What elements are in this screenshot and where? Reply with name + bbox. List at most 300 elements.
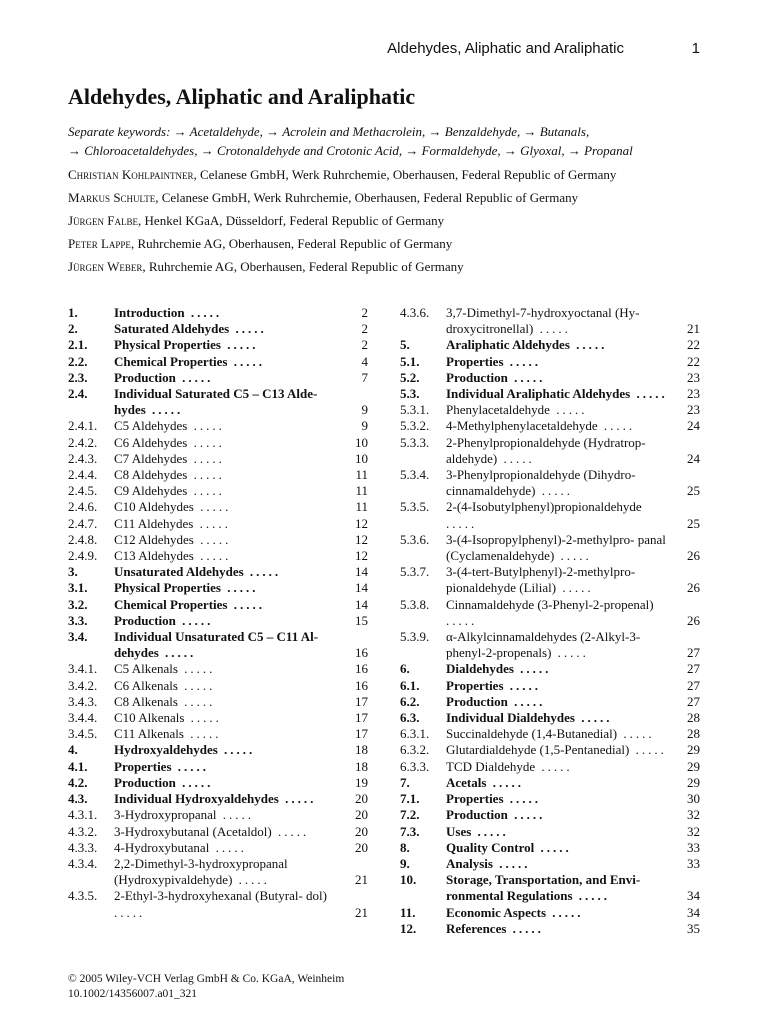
author-affiliation: , Celanese GmbH, Werk Ruhrchemie, Oberhausen, Federal Republic of Germany xyxy=(155,190,579,205)
leader-dots: ..... xyxy=(177,677,216,693)
toc-entry[interactable] xyxy=(68,613,368,629)
toc-entry[interactable] xyxy=(400,710,700,726)
toc-entry-title: C11 Aldehydes xyxy=(114,515,194,531)
toc-entry-page: 26 xyxy=(687,548,700,564)
toc-entry[interactable] xyxy=(400,742,700,758)
toc-entry-number: 2.4.8. xyxy=(68,531,98,547)
toc-entry-number: 4.3. xyxy=(68,791,88,807)
toc-entry-title: Properties xyxy=(446,353,504,369)
toc-entry-title: α-Alkylcinnamaldehydes (2-Alkyl-3- phenyl-2-propenals) xyxy=(446,629,641,661)
toc-entry[interactable] xyxy=(68,888,368,920)
toc-entry-page: 2 xyxy=(361,305,368,320)
toc-entry[interactable] xyxy=(68,386,368,418)
toc-entry-number: 3.2. xyxy=(68,596,88,612)
leader-dots: ..... xyxy=(554,548,592,564)
toc-entry-page: 16 xyxy=(355,661,368,677)
toc-entry-title: C6 Aldehydes xyxy=(114,434,188,450)
toc-entry-title: Individual Hydroxyaldehydes xyxy=(114,791,279,807)
toc-entry[interactable] xyxy=(68,759,368,775)
author-name: Markus Schulte xyxy=(68,190,156,205)
toc-entry-page: 11 xyxy=(355,467,368,483)
toc-entry[interactable] xyxy=(400,532,700,564)
toc-entry-number: 2.4.1. xyxy=(68,418,98,434)
toc-entry-page: 17 xyxy=(355,710,368,726)
toc-entry-number: 7.3. xyxy=(400,823,420,839)
toc-entry-page: 7 xyxy=(361,369,368,385)
leader-dots: ..... xyxy=(243,564,282,580)
toc-entry-number: 7.2. xyxy=(400,807,420,823)
toc-entry-title: C12 Aldehydes xyxy=(114,531,194,547)
table-of-contents-right xyxy=(400,305,700,937)
leader-dots: ..... xyxy=(617,726,655,742)
toc-entry-title: C13 Aldehydes xyxy=(114,548,194,564)
toc-entry[interactable] xyxy=(68,418,368,434)
toc-entry[interactable] xyxy=(68,370,368,386)
toc-entry-number: 2.3. xyxy=(68,369,88,385)
toc-entry[interactable] xyxy=(68,775,368,791)
keywords-line-1: Separate keywords: → Acetaldehyde, → Acrolein and Methacrolein, → Benzaldehyde, → Butanals, xyxy=(68,124,590,139)
toc-entry-title: Production xyxy=(114,612,176,628)
leader-dots: ..... xyxy=(503,353,542,369)
toc-entry-number: 5.2. xyxy=(400,369,420,385)
toc-entry-page: 11 xyxy=(355,499,368,515)
toc-entry[interactable] xyxy=(400,856,700,872)
toc-entry-title: Production xyxy=(446,807,508,823)
toc-entry[interactable] xyxy=(68,305,368,321)
leader-dots: ..... xyxy=(507,807,546,823)
toc-entry-page: 34 xyxy=(687,888,700,904)
toc-entry-title: 3-Phenylpropionaldehyde (Dihydro- cinnamaldehyde) xyxy=(446,467,636,499)
leader-dots: ..... xyxy=(187,450,225,466)
toc-entry-title: Properties xyxy=(446,677,504,693)
toc-entry-number: 2.4.2. xyxy=(68,434,98,450)
toc-entry-page: 25 xyxy=(687,515,700,531)
separate-keywords xyxy=(68,122,708,160)
toc-entry-page: 27 xyxy=(687,645,700,661)
toc-entry-title: C7 Aldehydes xyxy=(114,450,188,466)
toc-entry[interactable] xyxy=(68,661,368,677)
toc-entry[interactable] xyxy=(400,418,700,434)
leader-dots: ..... xyxy=(492,855,531,871)
author-3 xyxy=(68,211,708,234)
toc-entry-page: 12 xyxy=(355,531,368,547)
toc-entry-title: Uses xyxy=(446,823,472,839)
leader-dots: ..... xyxy=(549,402,588,418)
toc-entry[interactable] xyxy=(68,807,368,823)
leader-dots: ..... xyxy=(177,661,216,677)
toc-entry[interactable] xyxy=(68,710,368,726)
footer xyxy=(68,972,344,1002)
running-header-title: Aldehydes, Aliphatic and Araliphatic xyxy=(387,40,624,57)
toc-entry-number: 2.1. xyxy=(68,337,88,353)
toc-entry-number: 5.3.7. xyxy=(400,564,430,580)
toc-entry-page: 14 xyxy=(355,596,368,612)
toc-entry[interactable] xyxy=(68,678,368,694)
toc-entry-title: 2-Phenylpropionaldehyde (Hydratrop- aldehyde) xyxy=(446,434,646,466)
toc-entry-number: 2.4.4. xyxy=(68,467,98,483)
toc-entry-number: 2.4. xyxy=(68,386,88,402)
toc-entry-title: Unsaturated Aldehydes xyxy=(114,564,244,580)
toc-entry-title: Cinnamaldehyde (3-Phenyl-2-propenal) xyxy=(446,596,654,612)
page-number: 1 xyxy=(691,40,700,57)
leader-dots: ..... xyxy=(574,710,613,726)
leader-dots: ..... xyxy=(446,612,478,628)
toc-entry-number: 2.4.6. xyxy=(68,499,98,515)
leader-dots: ..... xyxy=(221,337,259,353)
toc-entry-number: 2.4.3. xyxy=(68,450,98,466)
leader-dots: ..... xyxy=(534,839,572,855)
toc-entry-page: 32 xyxy=(687,807,700,823)
toc-entry-page: 25 xyxy=(687,483,700,499)
leader-dots: ..... xyxy=(503,791,542,807)
toc-entry-title: Acetals xyxy=(446,774,487,790)
toc-entry[interactable] xyxy=(68,467,368,483)
leader-dots: ..... xyxy=(630,386,668,402)
toc-entry[interactable] xyxy=(400,872,700,904)
toc-entry-number: 6. xyxy=(400,661,410,677)
toc-entry[interactable] xyxy=(68,580,368,596)
toc-entry-title: Dialdehydes xyxy=(446,661,514,677)
author-5 xyxy=(68,257,708,280)
toc-entry-page: 9 xyxy=(361,418,368,434)
toc-entry-number: 8. xyxy=(400,839,410,855)
toc-entry-page: 17 xyxy=(355,693,368,709)
author-affiliation: , Henkel KGaA, Düsseldorf, Federal Republic of Germany xyxy=(138,213,445,228)
leader-dots: ..... xyxy=(535,483,574,499)
toc-entry[interactable] xyxy=(400,337,700,353)
toc-entry[interactable] xyxy=(400,661,700,677)
toc-entry-page: 2 xyxy=(361,337,368,353)
toc-entry[interactable] xyxy=(68,824,368,840)
toc-entry[interactable] xyxy=(68,597,368,613)
toc-entry-page: 29 xyxy=(687,758,700,774)
toc-entry[interactable] xyxy=(68,856,368,888)
toc-entry[interactable] xyxy=(400,597,700,629)
toc-entry[interactable] xyxy=(400,435,700,467)
toc-entry-number: 7.1. xyxy=(400,791,420,807)
leader-dots: ..... xyxy=(629,742,667,758)
doi: 10.1002/14356007.a01_321 xyxy=(68,988,198,1000)
toc-entry-number: 3.1. xyxy=(68,580,88,596)
toc-entry-number: 4.3.2. xyxy=(68,823,98,839)
toc-entry-number: 5.3. xyxy=(400,386,420,402)
toc-entry-number: 5.3.8. xyxy=(400,596,430,612)
leader-dots: ..... xyxy=(471,823,509,839)
toc-entry-title: Succinaldehyde (1,4-Butanedial) xyxy=(446,726,618,742)
toc-entry-number: 2.4.9. xyxy=(68,548,98,564)
toc-entry-number: 4.1. xyxy=(68,758,88,774)
toc-entry[interactable] xyxy=(400,807,700,823)
toc-entry-number: 5.3.5. xyxy=(400,499,430,515)
toc-entry-number: 2.4.7. xyxy=(68,515,98,531)
leader-dots: ..... xyxy=(187,467,225,483)
toc-entry[interactable] xyxy=(400,499,700,531)
leader-dots: ..... xyxy=(187,418,225,434)
author-name: Jürgen Weber xyxy=(68,259,143,274)
toc-entry[interactable] xyxy=(400,386,700,402)
toc-entry-number: 3.4.3. xyxy=(68,693,98,709)
toc-entry-title: Chemical Properties xyxy=(114,353,228,369)
toc-entry[interactable] xyxy=(400,921,700,937)
toc-entry-number: 4.3.3. xyxy=(68,839,98,855)
leader-dots: ..... xyxy=(229,321,267,337)
toc-entry-title: Analysis xyxy=(446,855,493,871)
author-name: Jürgen Falbe xyxy=(68,213,139,228)
leader-dots: ..... xyxy=(507,693,546,709)
toc-entry-number: 9. xyxy=(400,855,410,871)
author-name: Christian Kohlpaintner xyxy=(68,167,194,182)
toc-entry[interactable] xyxy=(68,435,368,451)
toc-entry-number: 5.3.6. xyxy=(400,531,430,547)
author-affiliation: , Celanese GmbH, Werk Ruhrchemie, Oberhausen, Federal Republic of Germany xyxy=(193,167,617,182)
toc-entry-number: 4.3.1. xyxy=(68,807,98,823)
toc-entry-title: 2,2-Dimethyl-3-hydroxypropanal (Hydroxypivaldehyde) xyxy=(114,855,288,888)
leader-dots: ..... xyxy=(145,402,184,418)
toc-entry-number: 6.1. xyxy=(400,677,420,693)
toc-entry[interactable] xyxy=(68,499,368,515)
toc-entry-title: 2-Ethyl-3-hydroxyhexanal (Butyral- dol) xyxy=(114,888,327,904)
toc-entry-title: Properties xyxy=(446,791,504,807)
toc-entry[interactable] xyxy=(68,532,368,548)
toc-entry-page: 11 xyxy=(355,483,368,499)
toc-entry-number: 6.3.1. xyxy=(400,726,430,742)
toc-entry-page: 33 xyxy=(687,839,700,855)
leader-dots: ..... xyxy=(187,483,225,499)
table-of-contents-left xyxy=(68,305,368,921)
toc-entry-title: Physical Properties xyxy=(114,337,221,353)
toc-entry[interactable] xyxy=(400,678,700,694)
toc-entry[interactable] xyxy=(400,905,700,921)
toc-entry-page: 4 xyxy=(361,353,368,369)
toc-entry-number: 5.3.2. xyxy=(400,418,430,434)
author-4 xyxy=(68,234,708,257)
toc-entry-number: 6.3.3. xyxy=(400,758,430,774)
toc-entry-title: 3-(4-Isopropylphenyl)-2-methylpro- panal (Cyclamenaldehyde) xyxy=(446,531,666,564)
toc-entry-number: 10. xyxy=(400,872,417,888)
toc-entry[interactable] xyxy=(68,791,368,807)
toc-entry-number: 5. xyxy=(400,337,410,353)
leader-dots: ..... xyxy=(271,823,310,839)
toc-entry-title: 3,7-Dimethyl-7-hydroxyoctanal (Hy- droxycitronellal) xyxy=(446,305,640,337)
toc-entry-page: 34 xyxy=(687,904,700,920)
toc-entry[interactable] xyxy=(400,402,700,418)
leader-dots: ..... xyxy=(232,872,270,888)
toc-entry-title: Hydroxyaldehydes xyxy=(114,742,218,758)
toc-entry-page: 29 xyxy=(687,774,700,790)
toc-entry[interactable] xyxy=(68,694,368,710)
leader-dots: ..... xyxy=(193,515,231,531)
toc-entry[interactable] xyxy=(400,824,700,840)
toc-entry-page: 26 xyxy=(687,612,700,628)
leader-dots: ..... xyxy=(158,645,197,661)
toc-entry-page: 23 xyxy=(687,369,700,385)
toc-entry-number: 3.4.5. xyxy=(68,726,98,742)
leader-dots: ..... xyxy=(193,531,232,547)
toc-entry[interactable] xyxy=(68,483,368,499)
toc-entry[interactable] xyxy=(68,726,368,742)
toc-entry-number: 2.4.5. xyxy=(68,483,98,499)
toc-entry-title: Saturated Aldehydes xyxy=(114,321,230,337)
keywords-line-2: → Chloroacetaldehydes, → Crotonaldehyde and Crotonic Acid, → Formaldehyde, → Glyoxal, → Propanal xyxy=(68,143,633,158)
leader-dots: ..... xyxy=(497,450,535,466)
toc-entry-title: Araliphatic Aldehydes xyxy=(446,337,570,353)
leader-dots: ..... xyxy=(175,369,214,385)
author-affiliation: , Ruhrchemie AG, Oberhausen, Federal Republic of Germany xyxy=(142,259,464,274)
toc-entry-page: 9 xyxy=(361,402,368,418)
leader-dots: ..... xyxy=(535,758,573,774)
toc-entry[interactable] xyxy=(400,775,700,791)
toc-entry-title: Production xyxy=(446,693,508,709)
leader-dots: ..... xyxy=(597,418,636,434)
toc-entry-page: 28 xyxy=(687,710,700,726)
toc-entry[interactable] xyxy=(400,370,700,386)
toc-entry-page: 15 xyxy=(355,612,368,628)
toc-entry-title: C6 Alkenals xyxy=(114,677,178,693)
author-affiliation: , Ruhrchemie AG, Oberhausen, Federal Republic of Germany xyxy=(130,236,453,251)
leader-dots: ..... xyxy=(193,499,232,515)
toc-entry-number: 5.3.4. xyxy=(400,467,430,483)
toc-entry-page: 2 xyxy=(361,321,368,337)
toc-entry[interactable] xyxy=(400,840,700,856)
toc-entry-number: 3.4.4. xyxy=(68,710,98,726)
toc-entry-number: 3.3. xyxy=(68,612,88,628)
toc-entry-number: 4.2. xyxy=(68,774,88,790)
toc-entry-title: Individual Saturated C5 – C13 Alde- hydes xyxy=(114,386,318,418)
toc-entry[interactable] xyxy=(400,305,700,337)
toc-entry-page: 19 xyxy=(355,774,368,790)
toc-entry-page: 18 xyxy=(355,758,368,774)
toc-entry-page: 14 xyxy=(355,580,368,596)
toc-entry-page: 17 xyxy=(355,726,368,742)
toc-entry-page: 22 xyxy=(687,353,700,369)
leader-dots: ..... xyxy=(193,548,232,564)
copyright-notice: © 2005 Wiley-VCH Verlag GmbH & Co. KGaA, Weinheim xyxy=(68,973,345,985)
toc-entry[interactable] xyxy=(400,759,700,775)
toc-entry-number: 3.4.1. xyxy=(68,661,98,677)
leader-dots: ..... xyxy=(227,596,265,612)
leader-dots: ..... xyxy=(551,645,589,661)
leader-dots: ..... xyxy=(507,369,546,385)
toc-entry-page: 24 xyxy=(687,450,700,466)
toc-entry-title: Storage, Transportation, and Envi- ronmental Regulations xyxy=(446,872,641,904)
toc-entry-number: 4.3.6. xyxy=(400,305,430,320)
toc-entry-page: 14 xyxy=(355,564,368,580)
toc-entry-page: 16 xyxy=(355,645,368,661)
toc-entry[interactable] xyxy=(68,337,368,353)
leader-dots: ..... xyxy=(533,321,571,337)
toc-entry-title: Chemical Properties xyxy=(114,596,228,612)
toc-entry-title: Individual Dialdehydes xyxy=(446,710,575,726)
toc-entry[interactable] xyxy=(68,321,368,337)
leader-dots: ..... xyxy=(227,353,265,369)
toc-entry-page: 12 xyxy=(355,548,368,564)
toc-entry-title: TCD Dialdehyde xyxy=(446,758,536,774)
toc-entry[interactable] xyxy=(68,629,368,661)
toc-entry[interactable] xyxy=(68,564,368,580)
leader-dots: ..... xyxy=(114,904,146,920)
toc-entry-page: 32 xyxy=(687,823,700,839)
toc-entry-number: 2.2. xyxy=(68,353,88,369)
toc-entry-title: Individual Unsaturated C5 – C11 Al- dehydes xyxy=(114,629,319,661)
toc-entry[interactable] xyxy=(68,840,368,856)
toc-entry[interactable] xyxy=(400,694,700,710)
toc-entry[interactable] xyxy=(400,467,700,499)
toc-entry-page: 23 xyxy=(687,402,700,418)
toc-entry-title: Physical Properties xyxy=(114,580,221,596)
toc-entry[interactable] xyxy=(68,516,368,532)
leader-dots: ..... xyxy=(513,661,552,677)
toc-entry-title: C8 Aldehydes xyxy=(114,467,188,483)
toc-entry-number: 5.3.1. xyxy=(400,402,430,418)
toc-entry-number: 3.4. xyxy=(68,629,88,645)
author-2 xyxy=(68,188,708,211)
toc-entry[interactable] xyxy=(68,548,368,564)
toc-entry-page: 20 xyxy=(355,791,368,807)
toc-entry-title: Properties xyxy=(114,758,172,774)
toc-entry-page: 24 xyxy=(687,418,700,434)
leader-dots: ..... xyxy=(446,515,478,531)
toc-entry-page: 21 xyxy=(355,872,368,888)
leader-dots: ..... xyxy=(183,726,222,742)
toc-entry-title: C5 Alkenals xyxy=(114,661,178,677)
toc-entry-title: 2-(4-Isobutylphenyl)propionaldehyde xyxy=(446,499,642,515)
toc-entry[interactable] xyxy=(400,564,700,596)
toc-entry[interactable] xyxy=(68,451,368,467)
leader-dots: ..... xyxy=(184,305,223,320)
toc-entry-page: 12 xyxy=(355,515,368,531)
toc-entry[interactable] xyxy=(400,354,700,370)
toc-entry-number: 6.3. xyxy=(400,710,420,726)
toc-entry-title: 3-(4-tert-Butylphenyl)-2-methylpro- pionaldehyde (Lilial) xyxy=(446,564,636,596)
toc-entry-number: 12. xyxy=(400,920,417,936)
toc-entry-title: C11 Alkenals xyxy=(114,726,184,742)
leader-dots: ..... xyxy=(217,742,256,758)
toc-entry-title: C9 Aldehydes xyxy=(114,483,188,499)
leader-dots: ..... xyxy=(546,904,584,920)
leader-dots: ..... xyxy=(486,774,524,790)
toc-entry-page: 20 xyxy=(355,839,368,855)
leader-dots: ..... xyxy=(503,677,542,693)
leader-dots: ..... xyxy=(556,580,594,596)
toc-entry-title: References xyxy=(446,920,507,936)
toc-entry-number: 4. xyxy=(68,742,78,758)
toc-entry-page: 33 xyxy=(687,855,700,871)
toc-entry-page: 10 xyxy=(355,450,368,466)
toc-entry[interactable] xyxy=(400,629,700,661)
leader-dots: ..... xyxy=(177,693,216,709)
toc-entry-page: 27 xyxy=(687,677,700,693)
toc-entry[interactable] xyxy=(400,791,700,807)
toc-entry[interactable] xyxy=(68,742,368,758)
toc-entry-page: 30 xyxy=(687,791,700,807)
toc-entry-page: 29 xyxy=(687,742,700,758)
toc-entry-number: 1. xyxy=(68,305,78,320)
toc-entry-number: 6.3.2. xyxy=(400,742,430,758)
toc-entry-number: 4.3.4. xyxy=(68,855,98,871)
leader-dots: ..... xyxy=(278,791,317,807)
toc-entry-number: 3. xyxy=(68,564,78,580)
toc-entry[interactable] xyxy=(400,726,700,742)
toc-entry-number: 4.3.5. xyxy=(68,888,98,904)
leader-dots: ..... xyxy=(209,839,247,855)
toc-entry-page: 20 xyxy=(355,823,368,839)
leader-dots: ..... xyxy=(221,580,259,596)
toc-entry-page: 22 xyxy=(687,337,700,353)
toc-entry[interactable] xyxy=(68,354,368,370)
toc-entry-number: 5.1. xyxy=(400,353,420,369)
article-title: Aldehydes, Aliphatic and Araliphatic xyxy=(68,84,416,109)
leader-dots: ..... xyxy=(572,888,611,904)
